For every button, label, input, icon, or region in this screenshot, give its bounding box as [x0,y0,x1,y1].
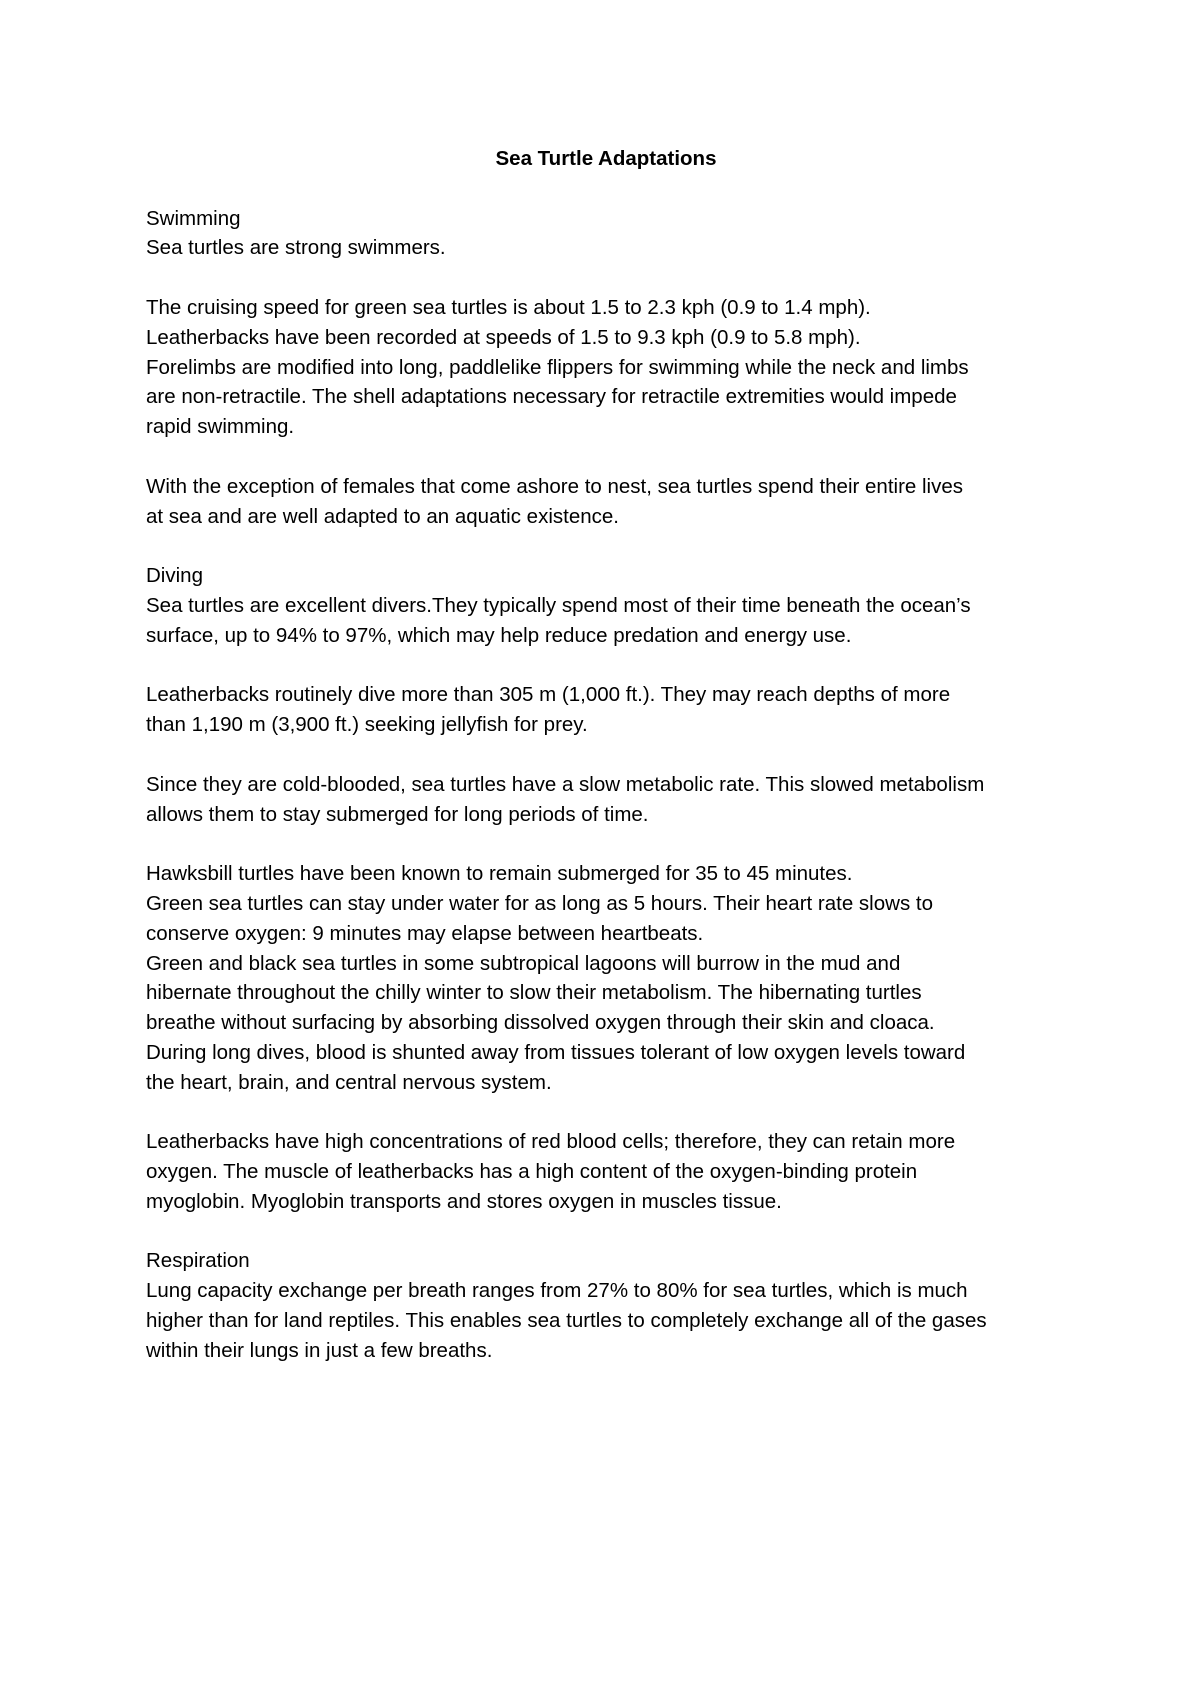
blank-line [146,1098,1066,1128]
blank-line [146,829,1066,859]
text-line: Leatherbacks have been recorded at speeds of 1.5 to 9.3 kph (0.9 to 5.8 mph). [146,325,861,349]
blank-line [146,1217,1066,1247]
text-line: Green and black sea turtles in some subtropical lagoons will burrow in the mud and [146,951,901,975]
text-line: Since they are cold-blooded, sea turtles have a slow metabolic rate. This slowed metabolism [146,772,985,796]
text-line: Lung capacity exchange per breath ranges from 27% to 80% for sea turtles, which is much [146,1279,968,1303]
text-line: Diving [146,564,203,588]
text-line: Forelimbs are modified into long, paddlelike flippers for swimming while the neck and limbs [146,355,969,379]
text-line: rapid swimming. [146,415,295,439]
text-line: the heart, brain, and central nervous system. [146,1070,552,1094]
document-body [146,144,1066,1366]
text-line: myoglobin. Myoglobin transports and stores oxygen in muscles tissue. [146,1189,782,1213]
text-line: During long dives, blood is shunted away from tissues tolerant of low oxygen levels toward [146,1040,966,1064]
text-line: than 1,190 m (3,900 ft.) seeking jellyfish for prey. [146,713,588,737]
text-line: Sea turtles are strong swimmers. [146,236,446,260]
text-line: breathe without surfacing by absorbing dissolved oxygen through their skin and cloaca. [146,1011,935,1035]
text-line: higher than for land reptiles. This enables sea turtles to completely exchange all of the gases [146,1309,987,1333]
text-line: surface, up to 94% to 97%, which may help reduce predation and energy use. [146,623,852,647]
text-line: With the exception of females that come ashore to nest, sea turtles spend their entire lives [146,474,964,498]
blank-line [146,740,1066,770]
text-line: Respiration [146,1249,250,1273]
document-text [146,204,1066,1366]
text-line: conserve oxygen: 9 minutes may elapse between heartbeats. [146,921,704,945]
blank-line [146,651,1066,681]
text-line: Leatherbacks have high concentrations of red blood cells; therefore, they can retain more [146,1130,956,1154]
text-line: hibernate throughout the chilly winter to slow their metabolism. The hibernating turtles [146,981,922,1005]
text-line: within their lungs in just a few breaths. [146,1338,493,1362]
text-line: Swimming [146,206,241,230]
text-line: Green sea turtles can stay under water for as long as 5 hours. Their heart rate slows to [146,891,933,915]
text-line: are non-retractile. The shell adaptations necessary for retractile extremities would impede [146,385,957,409]
blank-line [146,531,1066,561]
text-line: allows them to stay submerged for long periods of time. [146,802,649,826]
document-title: Sea Turtle Adaptations [495,147,717,170]
blank-line [146,263,1066,293]
text-line: Leatherbacks routinely dive more than 305 m (1,000 ft.). They may reach depths of more [146,683,951,707]
text-line: The cruising speed for green sea turtles is about 1.5 to 2.3 kph (0.9 to 1.4 mph). [146,295,871,319]
text-line: oxygen. The muscle of leatherbacks has a high content of the oxygen-binding protein [146,1160,918,1184]
blank-line [146,442,1066,472]
text-line: Sea turtles are excellent divers.They typically spend most of their time beneath the ocean’s [146,593,971,617]
text-line: Hawksbill turtles have been known to remain submerged for 35 to 45 minutes. [146,862,853,886]
text-line: at sea and are well adapted to an aquatic existence. [146,504,619,528]
